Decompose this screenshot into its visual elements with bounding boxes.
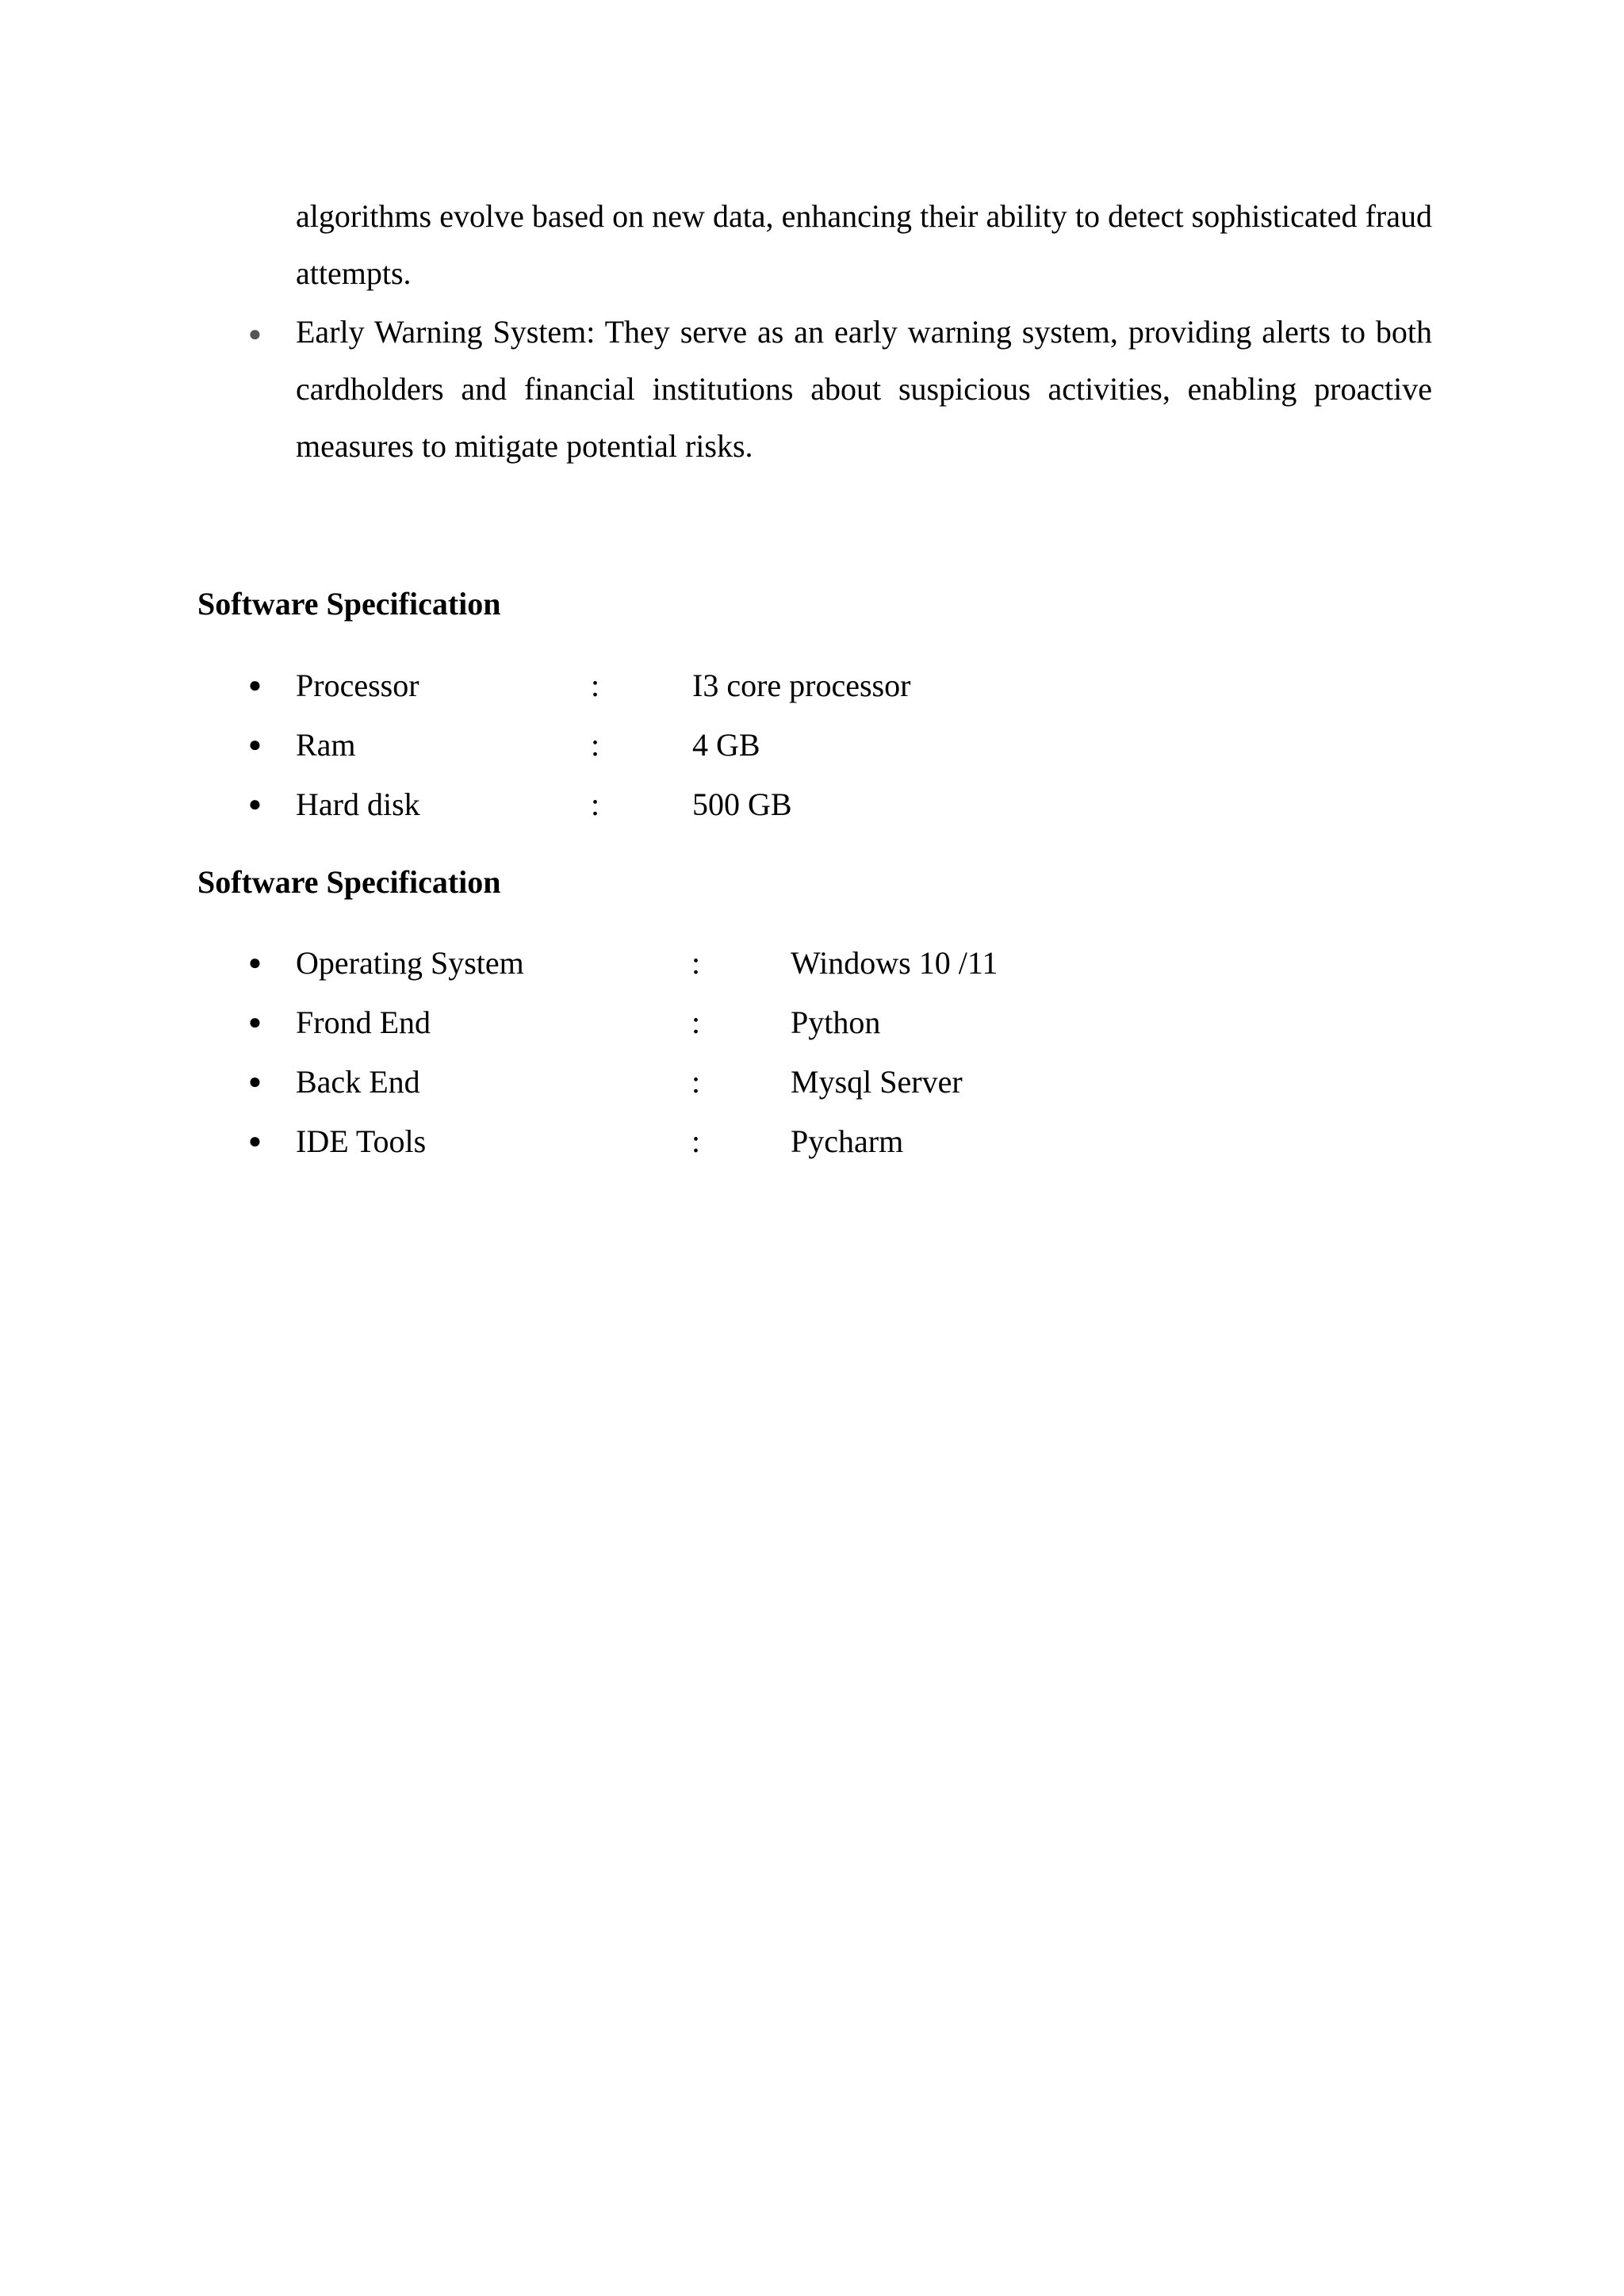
- section-heading-hardware: Software Specification: [197, 586, 501, 622]
- spec-separator: :: [691, 1123, 701, 1159]
- bullet-icon: ●: [248, 1070, 262, 1094]
- spec-label: Operating System: [296, 945, 524, 981]
- spec-separator: :: [691, 1004, 701, 1040]
- spec-separator: :: [591, 727, 600, 763]
- spec-row: [0, 786, 1624, 836]
- spec-value: Pycharm: [791, 1123, 904, 1159]
- spec-value: 500 GB: [692, 786, 792, 822]
- spec-value: Mysql Server: [791, 1064, 963, 1100]
- section-heading-software: Software Specification: [197, 864, 501, 900]
- spec-value: Python: [791, 1004, 881, 1040]
- spec-separator: :: [691, 1064, 701, 1100]
- spec-separator: :: [691, 945, 701, 981]
- bullet-icon: ●: [248, 733, 262, 757]
- spec-value: Windows 10 /11: [791, 945, 998, 981]
- spec-separator: :: [591, 786, 600, 822]
- spec-label: IDE Tools: [296, 1123, 427, 1159]
- spec-label: Frond End: [296, 1004, 431, 1040]
- spec-value: I3 core processor: [692, 668, 911, 703]
- bullet-icon: ●: [248, 792, 262, 817]
- spec-value: 4 GB: [692, 727, 760, 763]
- bullet-icon: ●: [248, 1010, 262, 1035]
- spec-separator: :: [591, 668, 600, 703]
- spec-label: Processor: [296, 668, 419, 703]
- bullet-icon: ●: [248, 1129, 262, 1154]
- spec-row: [0, 1123, 1624, 1173]
- bullet-icon: ●: [248, 322, 262, 346]
- spec-label: Ram: [296, 727, 356, 763]
- spec-row: [0, 1066, 1624, 1114]
- spec-row: [0, 670, 1624, 718]
- spec-label: Hard disk: [296, 786, 420, 822]
- bullet-icon: ●: [248, 673, 262, 698]
- continuation-paragraph: algorithms evolve based on new data, enhancing their ability to detect sophisticated fraud attempts.: [296, 198, 1432, 291]
- spec-row: [0, 1004, 1624, 1054]
- early-warning-bullet-text: Early Warning System: They serve as an early warning system, providing alerts to both cardholders and financial institutions about suspicious activities, enabling proactive measures to mitigate potential risks.: [296, 314, 1432, 464]
- spec-label: Back End: [296, 1064, 420, 1100]
- spec-row: [0, 947, 1624, 995]
- spec-row: [0, 729, 1624, 777]
- bullet-icon: ●: [248, 951, 262, 975]
